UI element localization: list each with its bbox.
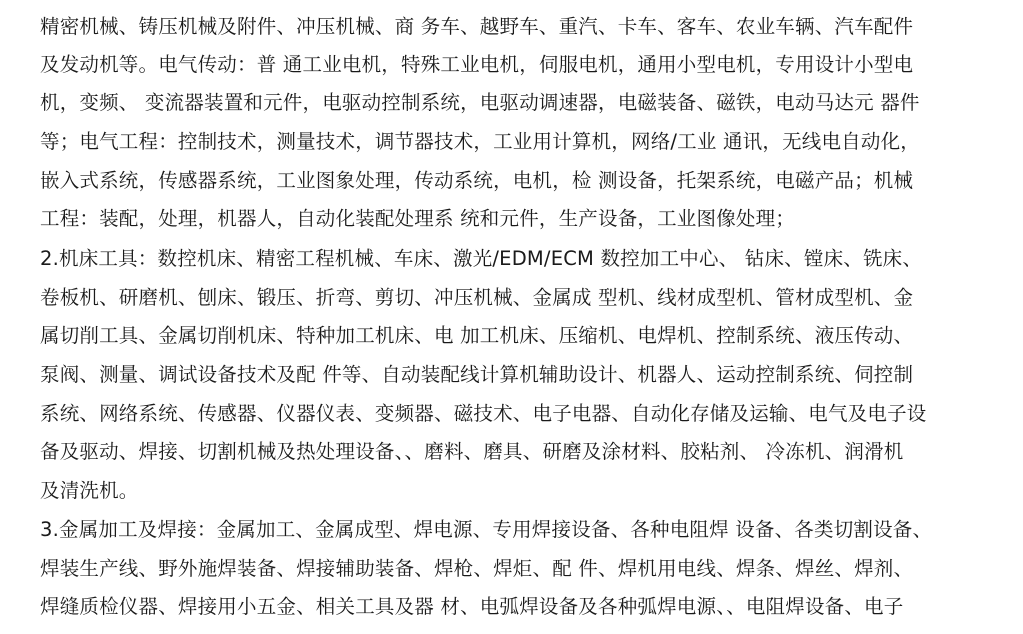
text-line: 焊缝质检仪器、焊接用小五金、相关工具及器 材、电弧焊设备及各种弧焊电源、、电阻焊设备、电子	[40, 595, 904, 618]
text-line: 嵌入式系统，传感器系统，工业图象处理，传动系统，电机，检 测设备，托架系统，电磁产品；机械	[40, 169, 914, 192]
text-line: 及发动机等。电气传动：普 通工业电机，特殊工业电机，伺服电机，通用小型电机，专用设计小型电	[40, 53, 914, 76]
text-line: 泵阀、测量、调试设备技术及配 件等、自动装配线计算机辅助设计、机器人、运动控制系统、伺控制	[40, 363, 914, 386]
text-line: 备及驱动、焊接、切割机械及热处理设备、、磨料、磨具、研磨及涂材料、胶粘剂、 冷冻机、润滑机	[40, 440, 904, 463]
text-line: 工程：装配，处理，机器人，自动化装配处理系 统和元件，生产设备，工业图像处理；	[40, 207, 795, 230]
text-line: 精密机械、铸压机械及附件、冲压机械、商 务车、越野车、重汽、卡车、客车、农业车辆、汽车配件	[40, 15, 914, 38]
text-line: 等；电气工程：控制技术，测量技术，调节器技术，工业用计算机，网络/工业 通讯，无线电自动化，	[40, 130, 920, 153]
text-line: 及清洗机。	[40, 479, 139, 502]
text-line: 卷板机、研磨机、刨床、锻压、折弯、剪切、冲压机械、金属成 型机、线材成型机、管材成型机、金	[40, 286, 914, 309]
text-line: 3.金属加工及焊接：金属加工、金属成型、焊电源、专用焊接设备、各种电阻焊 设备、各类切割设备、	[40, 518, 933, 541]
text-line: 焊装生产线、野外施焊装备、焊接辅助装备、焊枪、焊炬、配 件、焊机用电线、焊条、焊丝、焊剂、	[40, 557, 914, 580]
text-line: 机，变频、 变流器装置和元件，电驱动控制系统，电驱动调速器，电磁装备、磁铁，电动马达元 器件	[40, 91, 920, 114]
text-line: 系统、网络系统、传感器、仪器仪表、变频器、磁技术、电子电器、自动化存储及运输、电气及电子设	[40, 402, 927, 425]
text-line: 属切削工具、金属切削机床、特种加工机床、电 加工机床、压缩机、电焊机、控制系统、液压传动、	[40, 324, 914, 347]
text-line: 2.机床工具：数控机床、精密工程机械、车床、激光/EDM/ECM 数控加工中心、 钻床、镗床、铣床、	[40, 247, 923, 270]
